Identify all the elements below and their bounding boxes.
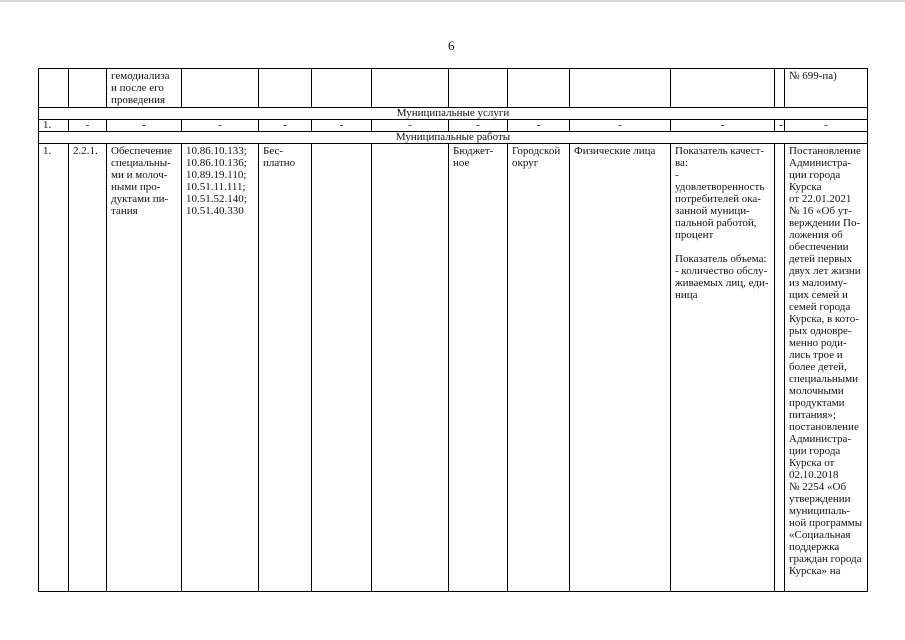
text-line: занной муници- bbox=[675, 205, 750, 217]
volume-indicator bbox=[675, 253, 770, 301]
text-line: ции города bbox=[789, 445, 841, 457]
text-line: процент bbox=[675, 229, 714, 241]
text-line: поддержка bbox=[789, 541, 840, 553]
dash-cell: - bbox=[107, 120, 182, 132]
text-line: - количество обслу- bbox=[675, 265, 768, 277]
dash-cell: - bbox=[69, 120, 107, 132]
quality-indicator bbox=[675, 145, 770, 241]
text-line: ложения об bbox=[789, 229, 843, 241]
legal-basis bbox=[785, 144, 868, 592]
text-line: семей города bbox=[789, 301, 851, 313]
text-line: 10.51.11.111; bbox=[186, 181, 246, 193]
text-line: менно роди- bbox=[789, 337, 847, 349]
text-line: № 2254 «Об bbox=[789, 481, 847, 493]
row-number: 1. bbox=[39, 144, 69, 592]
continuation-basis: № 699-па) bbox=[785, 69, 868, 108]
territory bbox=[508, 144, 570, 592]
text-line: и после его bbox=[111, 82, 164, 94]
dash-cell: - bbox=[182, 120, 259, 132]
text-line: от 22.01.2021 bbox=[789, 193, 852, 205]
okpd-codes bbox=[182, 144, 259, 592]
text-line: обеспечении bbox=[789, 241, 849, 253]
text-line: из малоиму- bbox=[789, 277, 847, 289]
text-line: «Социальная bbox=[789, 529, 851, 541]
text-line: ми и молоч- bbox=[111, 169, 168, 181]
text-line: проведения bbox=[111, 94, 166, 106]
text-line: ции города bbox=[789, 169, 841, 181]
text-line: ной программы bbox=[789, 517, 863, 529]
work-row bbox=[39, 144, 868, 592]
text-line: ва: bbox=[675, 157, 688, 169]
section-title-services: Муниципальные услуги bbox=[39, 108, 868, 120]
text-line: - удовлетворенность bbox=[675, 169, 765, 193]
text-line: № 16 «Об ут- bbox=[789, 205, 852, 217]
text-line: гемодиализа bbox=[111, 70, 170, 82]
text-line: 10.51.40.330 bbox=[186, 205, 244, 217]
continuation-service-name bbox=[107, 69, 182, 108]
text-line: Городской bbox=[512, 145, 561, 157]
text-line: детей первых bbox=[789, 253, 853, 265]
text-line: Администра- bbox=[789, 433, 852, 445]
registry-table bbox=[38, 68, 868, 592]
dash-cell: - bbox=[259, 120, 312, 132]
text-line: округ bbox=[512, 157, 539, 169]
section-title-works: Муниципальные работы bbox=[39, 132, 868, 144]
text-line: двух лет жизни bbox=[789, 265, 861, 277]
text-line: Постановление bbox=[789, 145, 861, 157]
text-line: Курска» на bbox=[789, 565, 841, 577]
dash-cell: - bbox=[449, 120, 508, 132]
text-line: 10.86.10.133; bbox=[186, 145, 247, 157]
text-line: постановление bbox=[789, 421, 859, 433]
text-line: специальны- bbox=[111, 157, 171, 169]
text-line: дуктами пи- bbox=[111, 193, 169, 205]
institution-type bbox=[449, 144, 508, 592]
scan-top-edge bbox=[0, 0, 905, 2]
text-line: рых одновре- bbox=[789, 325, 852, 337]
text-line: Курска, в кото- bbox=[789, 313, 859, 325]
text-line: 10.51.52.140; bbox=[186, 193, 247, 205]
text-line: более детей, bbox=[789, 361, 847, 373]
page-number: 6 bbox=[448, 38, 455, 53]
dash-cell: - bbox=[508, 120, 570, 132]
text-line: ница bbox=[675, 289, 698, 301]
text-line: 10.89.19.110; bbox=[186, 169, 247, 181]
text-line: молочными bbox=[789, 385, 844, 397]
text-line: 02.10.2018 bbox=[789, 469, 839, 481]
text-line: продуктами bbox=[789, 397, 845, 409]
text-line: Показатель объема: bbox=[675, 253, 767, 265]
text-line: потребителей ока- bbox=[675, 193, 761, 205]
text-line: Бюджет- bbox=[453, 145, 494, 157]
dash-cell: - bbox=[775, 120, 785, 132]
text-line: Администра- bbox=[789, 157, 852, 169]
dash-cell: - bbox=[372, 120, 449, 132]
text-line: живаемых лиц, еди- bbox=[675, 277, 769, 289]
text-line: ными про- bbox=[111, 181, 161, 193]
text-line: щих семей и bbox=[789, 289, 848, 301]
text-line: граждан города bbox=[789, 553, 862, 565]
text-line: питания»; bbox=[789, 409, 836, 421]
text-line: Показатель качест- bbox=[675, 145, 765, 157]
text-line: Бес- bbox=[263, 145, 284, 157]
row-number: 1. bbox=[39, 120, 69, 132]
dash-cell: - bbox=[671, 120, 775, 132]
dash-cell: - bbox=[785, 120, 868, 132]
text-line: Курска bbox=[789, 181, 822, 193]
indicators bbox=[671, 144, 775, 592]
section-header-works bbox=[39, 132, 868, 144]
text-line: лись трое и bbox=[789, 349, 843, 361]
dash-cell: - bbox=[570, 120, 671, 132]
text-line: муниципаль- bbox=[789, 505, 851, 517]
text-line: верждении По- bbox=[789, 217, 861, 229]
text-line: платно bbox=[263, 157, 296, 169]
work-code: 2.2.1. bbox=[69, 144, 107, 592]
text-line: ное bbox=[453, 157, 470, 169]
section-header-services bbox=[39, 108, 868, 120]
text-line: утверждении bbox=[789, 493, 851, 505]
text-line: пальной работой, bbox=[675, 217, 757, 229]
recipients: Физические лица bbox=[570, 144, 671, 592]
text-line: специальными bbox=[789, 373, 859, 385]
services-empty-row bbox=[39, 120, 868, 132]
payment-type bbox=[259, 144, 312, 592]
continuation-row bbox=[39, 69, 868, 108]
dash-cell: - bbox=[312, 120, 372, 132]
text-line: 10.86.10.136; bbox=[186, 157, 247, 169]
text-line: тания bbox=[111, 205, 138, 217]
text-line: Курска от bbox=[789, 457, 835, 469]
work-name bbox=[107, 144, 182, 592]
text-line: Обеспечение bbox=[111, 145, 172, 157]
